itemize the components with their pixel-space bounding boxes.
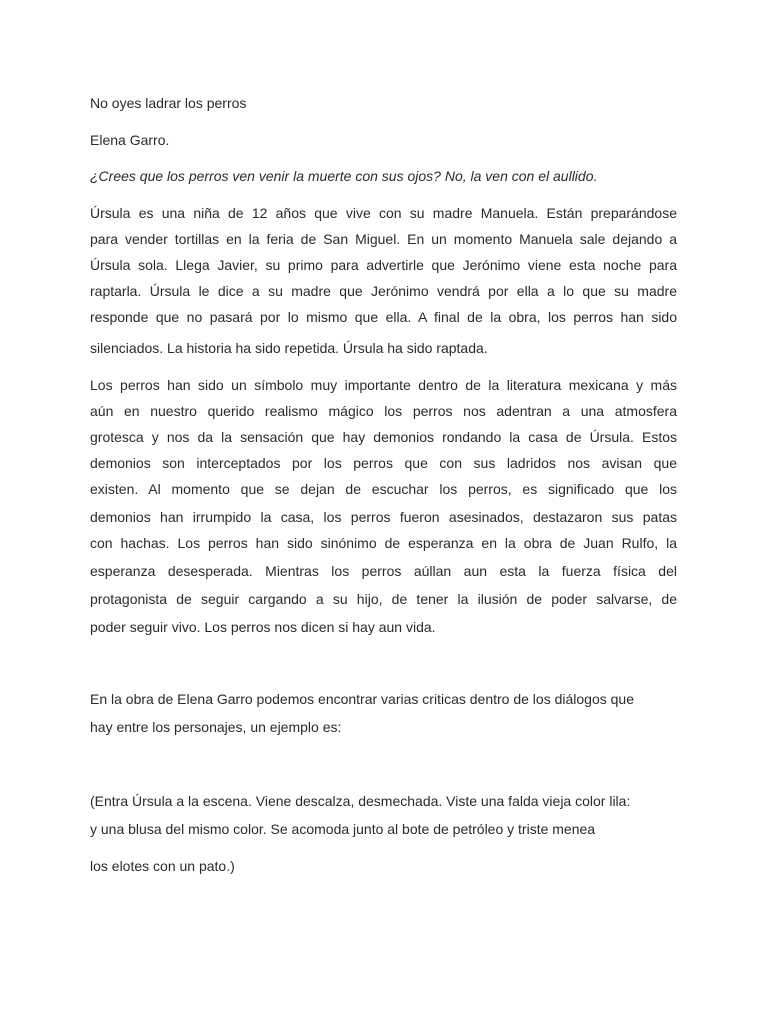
paragraph-3-line-2: hay entre los personajes, un ejemplo es: — [90, 719, 342, 735]
paragraph-1-line-5: responde que no pasará por lo mismo que ella. A final de la obra, los perros han sido — [90, 309, 677, 325]
paragraph-2-line-7: con hachas. Los perros han sido sinónimo de esperanza en la obra de Juan Rulfo, la — [90, 535, 677, 551]
paragraph-2-line-8: esperanza desesperada. Mientras los perros aúllan aun esta la fuerza física del — [90, 563, 677, 579]
stage-direction-line-1: (Entra Úrsula a la escena. Viene descalza, desmechada. Viste una falda vieja color lila: — [90, 793, 631, 809]
paragraph-1-line-1: Úrsula es una niña de 12 años que vive con su madre Manuela. Están preparándose — [90, 205, 677, 221]
paragraph-2-line-3: grotesca y nos da la sensación que hay demonios rondando la casa de Úrsula. Estos — [90, 429, 677, 445]
paragraph-1-line-3: Úrsula sola. Llega Javier, su primo para advertirle que Jerónimo viene esta noche para — [90, 257, 677, 273]
document-title: No oyes ladrar los perros — [90, 95, 247, 111]
paragraph-2-line-1: Los perros han sido un símbolo muy importante dentro de la literatura mexicana y más — [90, 377, 677, 393]
paragraph-1-line-6: silenciados. La historia ha sido repetida. Úrsula ha sido raptada. — [90, 340, 488, 356]
paragraph-2-line-10: poder seguir vivo. Los perros nos dicen si hay aun vida. — [90, 619, 436, 635]
paragraph-2-line-2: aún en nuestro querido realismo mágico los perros nos adentran a una atmosfera — [90, 403, 677, 419]
paragraph-2-line-4: demonios son interceptados por los perros que con sus ladridos nos avisan que — [90, 455, 677, 471]
stage-direction-line-2: y una blusa del mismo color. Se acomoda junto al bote de petróleo y triste menea — [90, 821, 596, 837]
paragraph-1-line-4: raptarla. Úrsula le dice a su madre que Jerónimo vendrá por ella a lo que su madre — [90, 283, 677, 299]
paragraph-1-line-2: para vender tortillas en la feria de San Miguel. En un momento Manuela sale dejando a — [90, 231, 677, 247]
paragraph-2-line-9: protagonista de seguir cargando a su hijo, de tener la ilusión de poder salvarse, de — [90, 591, 677, 607]
paragraph-3-line-1: En la obra de Elena Garro podemos encontrar varias criticas dentro de los diálogos que — [90, 691, 634, 707]
stage-direction-line-3: los elotes con un pato.) — [90, 858, 235, 874]
document-author: Elena Garro. — [90, 132, 170, 148]
paragraph-2-line-5: existen. Al momento que se dejan de escuchar los perros, es significado que los — [90, 481, 677, 497]
epigraph: ¿Crees que los perros ven venir la muerte con sus ojos? No, la ven con el aullido. — [90, 168, 598, 184]
paragraph-2-line-6: demonios han irrumpido la casa, los perros fueron asesinados, destazaron sus patas — [90, 509, 677, 525]
